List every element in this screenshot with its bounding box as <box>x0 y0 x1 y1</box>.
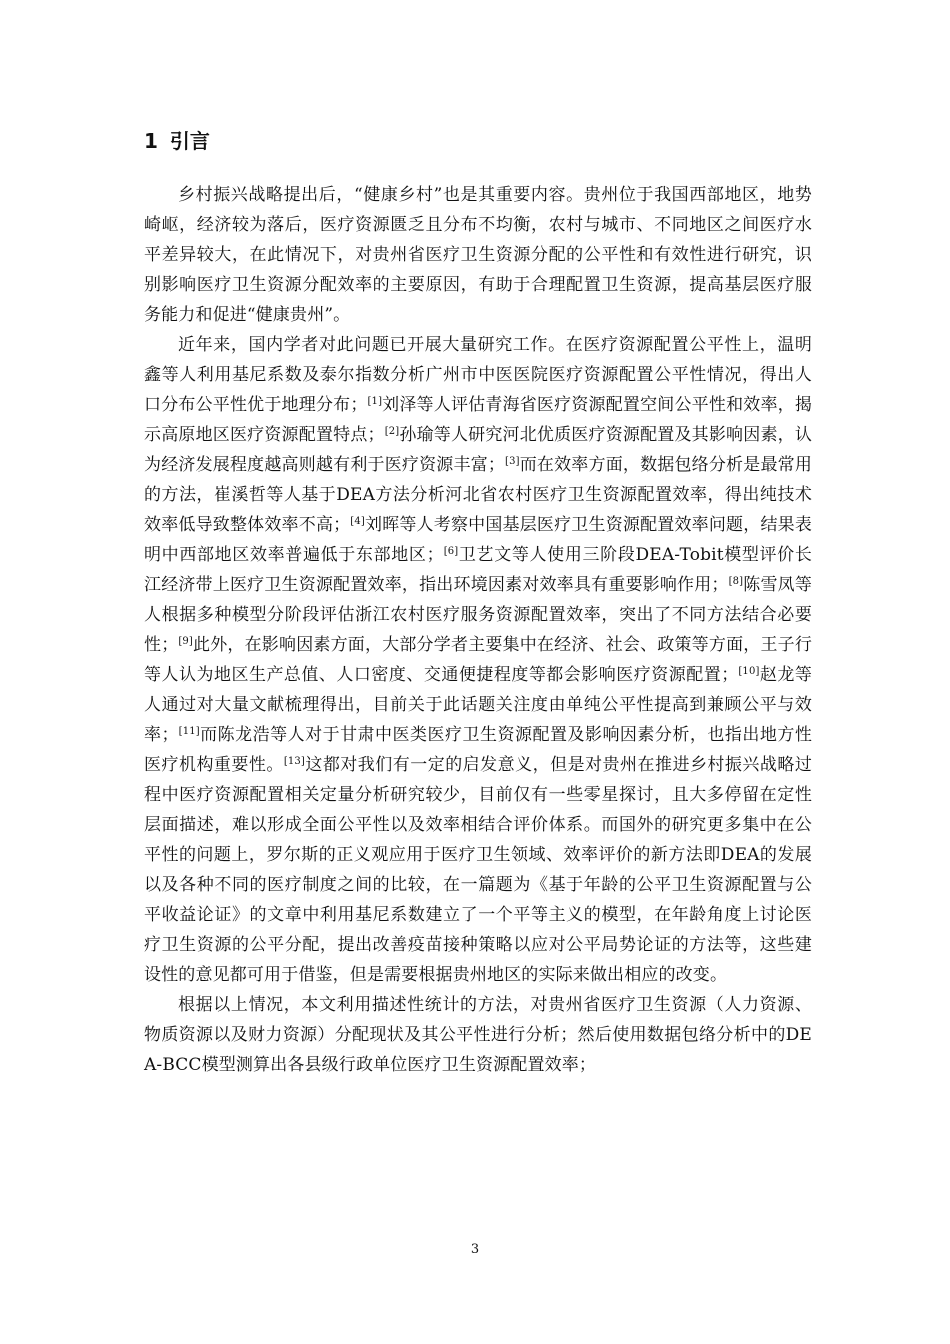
section-title: 引言 <box>169 129 210 153</box>
paragraph-2-text: 近年来，国内学者对此问题已开展大量研究工作。在医疗资源配置公平性上，温明鑫等人利用基尼系数及泰尔指数分析广州市中医医院医疗资源配置公平性情况，得出人口分布公平性优于地理分布； <box>144 335 812 415</box>
citation-marker: [8] <box>728 576 744 587</box>
paragraph-2-text: 而陈龙浩等人对于甘肃中医类医疗卫生资源配置及影响因素分析，也指出地方性医疗机构重要性。 <box>144 725 813 775</box>
paragraph-3-text: 根据以上情况，本文利用描述性统计的方法，对贵州省医疗卫生资源（人力资源、物质资源以及财力资源）分配现状及其公平性进行分析；然后使用数据包络分析中的DEA-BCC模型测算出各县级行政单位医疗卫生资源配置效率； <box>144 995 812 1075</box>
citation-marker: [10] <box>738 666 760 677</box>
paragraph-2-text: 此外，在影响因素方面，大部分学者主要集中在经济、社会、政策等方面，王子行等人认为地区生产总值、人口密度、交通便捷程度等都会影响医疗资源配置； <box>144 635 812 685</box>
paragraph-1 <box>144 180 812 330</box>
paragraph-2-text: 这都对我们有一定的启发意义，但是对贵州在推进乡村振兴战略过程中医疗资源配置相关定量分析研究较少，目前仅有一些零星探讨，且大多停留在定性层面描述，难以形成全面公平性以及效率相结合评价体系。而国外的研究更多集中在公平性的问题上，罗尔斯的正义观应用于医疗卫生领域、效率评价的新方法即DEA的发展以及各种不同的医疗制度之间的比较，在一篇题为《基于年龄的公平卫生资源配置与公平收益论证》的文章中利用基尼系数建立了一个平等主义的模型，在年龄角度上讨论医疗卫生资源的公平分配，提出改善疫苗接种策略以应对公平局势论证的方法等，这些建设性的意见都可用于借鉴，但是需要根据贵州地区的实际来做出相应的改变。 <box>144 755 812 985</box>
body-text <box>144 180 812 1080</box>
paragraph-2-text: 孙瑜等人研究河北优质医疗资源配置及其影响因素，认为经济发展程度越高则越有利于医疗资源丰富； <box>144 425 812 475</box>
citation-marker: [3] <box>505 456 520 467</box>
section-heading <box>144 126 210 156</box>
paragraph-2-text: 陈雪凤等人根据多种模型分阶段评估浙江农村医疗服务资源配置效率，突出了不同方法结合必要性； <box>144 575 812 655</box>
paragraph-2-text: 刘晖等人考察中国基层医疗卫生资源配置效率问题，结果表明中西部地区效率普遍低于东部地区； <box>144 515 812 565</box>
paragraph-1-text: 乡村振兴战略提出后，“健康乡村”也是其重要内容。贵州位于我国西部地区，地势崎岖，经济较为落后，医疗资源匮乏且分布不均衡，农村与城市、不同地区之间医疗水平差异较大，在此情况下，对贵州省医疗卫生资源分配的公平性和有效性进行研究，识别影响医疗卫生资源分配效率的主要原因，有助于合理配置卫生资源，提高基层医疗服务能力和促进“健康贵州”。 <box>144 185 812 325</box>
citation-marker: [9] <box>178 636 193 647</box>
citation-marker: [4] <box>350 516 365 527</box>
citation-marker: [6] <box>443 546 459 557</box>
paragraph-2-text: 赵龙等人通过对大量文献梳理得出，目前关于此话题关注度由单纯公平性提高到兼顾公平与效率； <box>144 665 812 745</box>
citation-marker: [1] <box>367 396 383 407</box>
citation-marker: [11] <box>178 726 200 737</box>
paragraph-2-text: 卫艺文等人使用三阶段DEA-Tobit模型评价长江经济带上医疗卫生资源配置效率，指出环境因素对效率具有重要影响作用； <box>144 545 812 595</box>
section-number: 1 <box>144 129 158 153</box>
paragraph-2 <box>144 330 812 990</box>
citation-marker: [2] <box>384 426 400 437</box>
paragraph-2-text: 而在效率方面，数据包络分析是最常用的方法，崔溪哲等人基于DEA方法分析河北省农村医疗卫生资源配置效率，得出纯技术效率低导致整体效率不高； <box>144 455 812 535</box>
paragraph-3 <box>144 990 812 1080</box>
paragraph-2-text: 刘泽等人评估青海省医疗资源配置空间公平性和效率，揭示高原地区医疗资源配置特点； <box>144 395 813 445</box>
citation-marker: [13] <box>283 756 305 767</box>
page-number: 3 <box>470 1242 480 1257</box>
